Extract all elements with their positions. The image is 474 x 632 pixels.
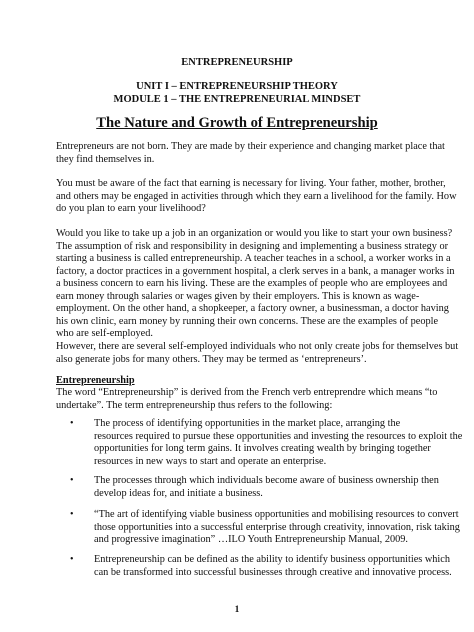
page-title: The Nature and Growth of Entrepreneurship bbox=[96, 115, 378, 131]
paragraph-line: Entrepreneurs are not born. They are made by their experience and changing market place that bbox=[56, 141, 445, 152]
bullet-line: and progressive imagination” …ILO Youth Entrepreneurship Manual, 2009. bbox=[94, 534, 408, 546]
section-intro bbox=[56, 387, 438, 412]
bullet-line: resources required to pursue these opportunities and investing the resources to exploit the bbox=[94, 430, 463, 442]
paragraph-line: employment. On the other hand, a shopkeeper, a factory owner, a businessman, a doctor having bbox=[56, 303, 449, 315]
paragraph-3 bbox=[56, 228, 455, 341]
paragraph-line: who are self-employed. bbox=[56, 328, 153, 340]
paragraph-1 bbox=[56, 141, 445, 166]
bullet-icon: • bbox=[70, 475, 74, 486]
bullet-icon: • bbox=[70, 554, 74, 565]
paragraph-line: they find themselves in. bbox=[56, 153, 155, 165]
paragraph-line: his own clinic, earn money by running their own concerns. These are the examples of people bbox=[56, 315, 439, 327]
unit-heading: UNIT I – ENTREPRENEURSHIP THEORY bbox=[136, 81, 338, 92]
paragraph-line: earn money through salaries or wages given by their employers. This is known as wage- bbox=[56, 290, 420, 302]
bullet-line: those opportunities into a successful enterprise through creativity, innovation, risk taking bbox=[94, 521, 460, 533]
paragraph-line: You must be aware of the fact that earning is necessary for living. Your father, mother, brother, bbox=[56, 178, 446, 189]
bullet-line: develop ideas for, and initiate a business. bbox=[94, 487, 263, 499]
paragraph-2 bbox=[56, 178, 457, 216]
paragraph-4 bbox=[56, 341, 459, 366]
bullet-line: The processes through which individuals become aware of business ownership then bbox=[94, 475, 439, 486]
paragraph-line: The word “Entrepreneurship” is derived from the French verb entreprendre which means “to bbox=[56, 387, 438, 398]
module-heading: MODULE 1 – THE ENTREPRENEURIAL MINDSET bbox=[113, 94, 361, 105]
paragraph-line: undertake”. The term entrepreneurship thus refers to the following: bbox=[56, 399, 333, 411]
bullet-line: can be transformed into successful businesses through creative and innovative process. bbox=[94, 566, 452, 578]
course-heading: ENTREPRENEURSHIP bbox=[181, 57, 293, 68]
bullet-icon: • bbox=[70, 418, 74, 429]
page-number: 1 bbox=[234, 605, 240, 615]
paragraph-line: and others may be engaged in activities through which they earn a livelihood for the family. How bbox=[56, 190, 457, 202]
bullet-line: “The art of identifying viable business opportunities and mobilising resources to convert bbox=[94, 509, 459, 520]
bullet-icon: • bbox=[70, 509, 74, 520]
paragraph-line: The assumption of risk and responsibility in designing and implementing a business strategy or bbox=[56, 240, 449, 252]
paragraph-line: do you plan to earn your livelihood? bbox=[56, 203, 206, 215]
paragraph-line: a business concern to earn his living. These are the examples of people who are employees and bbox=[56, 278, 448, 290]
bullet-line: Entrepreneurship can be defined as the ability to identify business opportunities which bbox=[94, 554, 451, 565]
paragraph-line: However, there are several self-employed individuals who not only create jobs for themselves but bbox=[56, 341, 459, 352]
paragraph-line: also generate jobs for many others. They may be termed as ‘entrepreneurs’. bbox=[56, 353, 367, 365]
bullet-line: opportunities for long term gains. It involves creating wealth by bringing together bbox=[94, 443, 431, 455]
section-heading: Entrepreneurship bbox=[56, 375, 135, 386]
bullet-line: The process of identifying opportunities in the market place, arranging the bbox=[94, 418, 401, 429]
paragraph-line: Would you like to take up a job in an organization or would you like to start your own business? bbox=[56, 228, 453, 239]
paragraph-line: starting a business is called entrepreneurship. A teacher teaches in a school, a worker works in a bbox=[56, 253, 451, 265]
paragraph-line: factory, a doctor practices in a government hospital, a clerk serves in a bank, a manager works in bbox=[56, 265, 455, 277]
bullet-line: resources in new ways to start and operate an enterprise. bbox=[94, 455, 327, 467]
